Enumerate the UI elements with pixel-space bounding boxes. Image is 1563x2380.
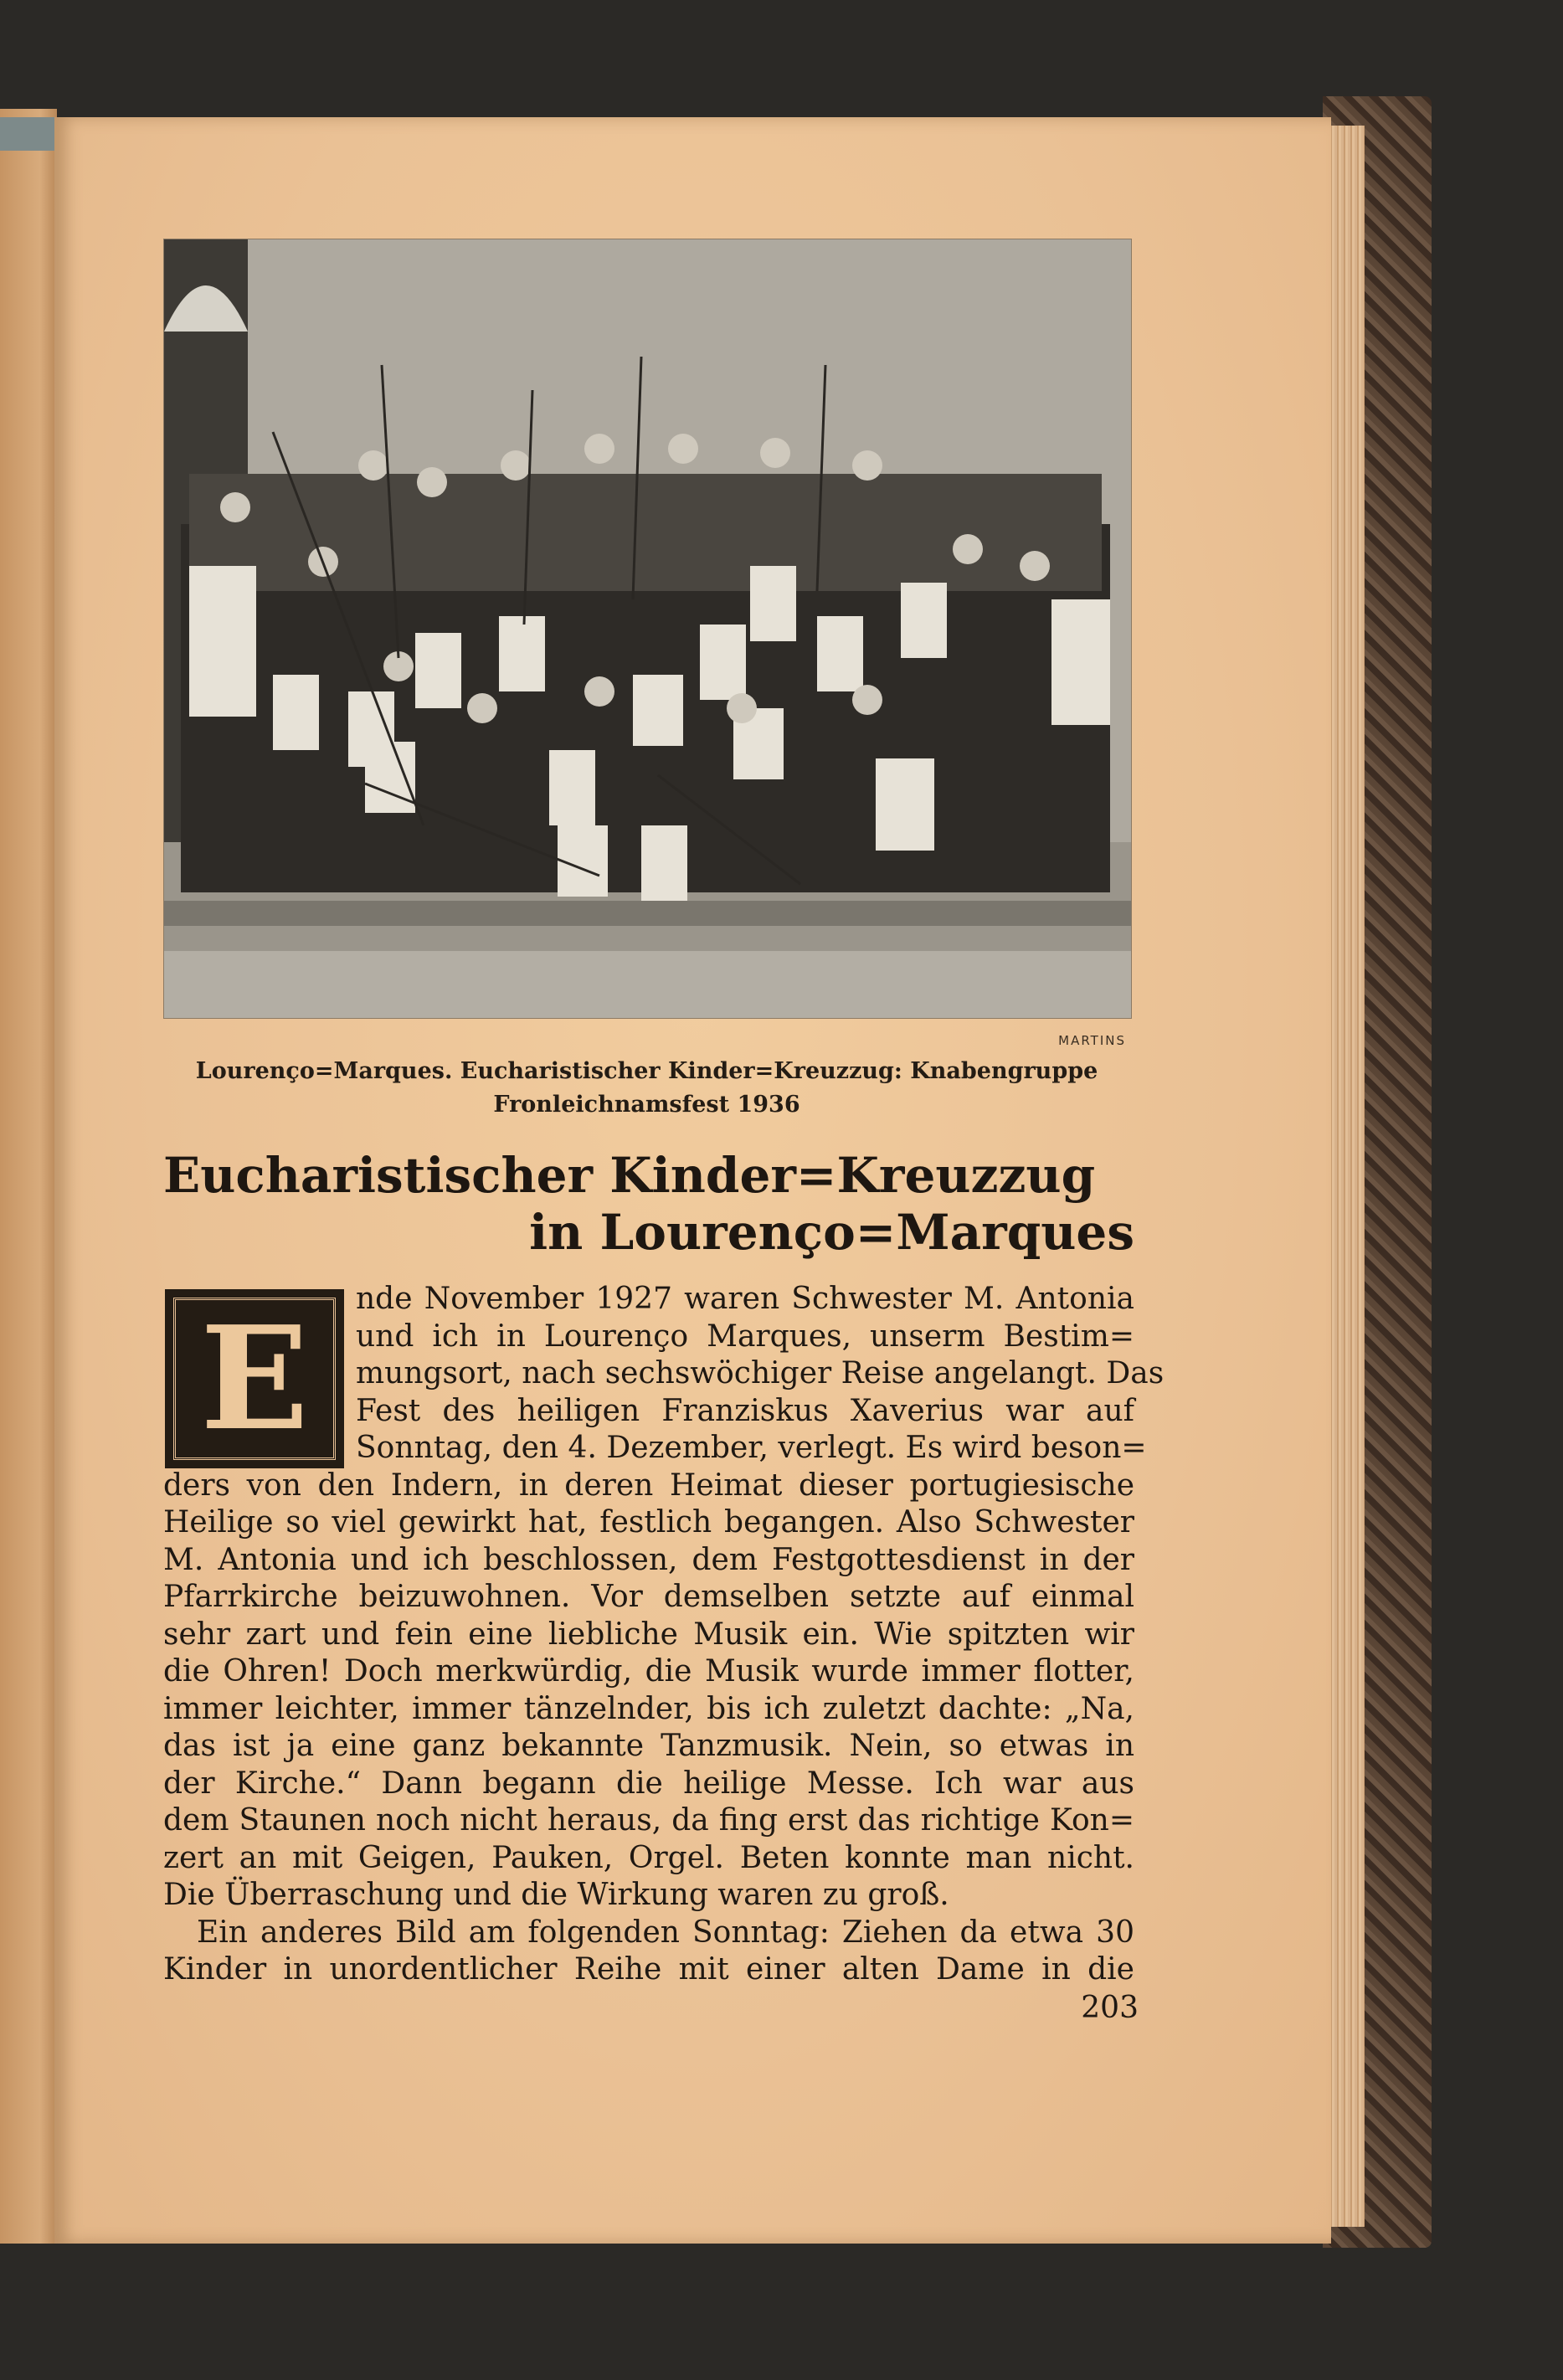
body-line: nde November 1927 waren Schwester M. Antonia bbox=[356, 1282, 1134, 1316]
body-line: Pfarrkirche beizuwohnen. Vor demselben setzte auf einmal bbox=[163, 1580, 1134, 1614]
body-line: mungsort, nach sechswöchiger Reise angelangt. Das bbox=[356, 1356, 1165, 1390]
body-line: und ich in Lourenço Marques, unserm Bestim= bbox=[356, 1319, 1134, 1354]
caption-line-1: Lourenço=Marques. Eucharistischer Kinder=Kreuzzug: Knabengruppe bbox=[195, 1058, 1098, 1084]
body-line: Heilige so viel gewirkt hat, festlich begangen. Also Schwester bbox=[163, 1505, 1134, 1540]
body-line: immer leichter, immer tänzelnder, bis ich zuletzt dachte: „Na, bbox=[163, 1691, 1134, 1726]
article-body bbox=[163, 1281, 1165, 1989]
body-line: Sonntag, den 4. Dezember, verlegt. Es wird beson= bbox=[356, 1431, 1147, 1465]
photo-caption bbox=[163, 1055, 1130, 1122]
initial-letter: E bbox=[200, 1295, 309, 1462]
body-line: das ist ja eine ganz bekannte Tanzmusik. Nein, so etwas in bbox=[163, 1729, 1134, 1763]
body-line: der Kirche.“ Dann begann die heilige Messe. Ich war aus bbox=[163, 1766, 1134, 1801]
body-line: Fest des heiligen Franziskus Xaverius war auf bbox=[356, 1393, 1134, 1428]
body-line: Kinder in unordentlicher Reihe mit einer alten Dame in die bbox=[163, 1952, 1134, 1987]
book-spine bbox=[0, 117, 59, 151]
body-line: zert an mit Geigen, Pauken, Orgel. Beten konnte man nicht. bbox=[163, 1840, 1134, 1875]
left-page-edge bbox=[0, 109, 57, 2244]
body-line: ders von den Indern, in deren Heimat dieser portugiesische bbox=[163, 1468, 1134, 1503]
group-photo bbox=[163, 239, 1132, 1019]
title-line-1: Eucharistischer Kinder=Kreuzzug bbox=[163, 1147, 1096, 1204]
body-line: Ein anderes Bild am folgenden Sonntag: Ziehen da etwa 30 bbox=[197, 1915, 1134, 1950]
body-line: Die Überraschung und die Wirkung waren zu groß. bbox=[163, 1878, 949, 1912]
body-line: dem Staunen noch nicht heraus, da fing erst das richtige Kon= bbox=[163, 1803, 1134, 1838]
body-line: M. Antonia und ich beschlossen, dem Festgottesdienst in der bbox=[163, 1542, 1134, 1577]
photo-credit: MARTINS bbox=[1058, 1033, 1126, 1048]
article-title bbox=[163, 1147, 1134, 1261]
page-number: 203 bbox=[1081, 1991, 1139, 2025]
body-line: die Ohren! Doch merkwürdig, die Musik wurde immer flotter, bbox=[163, 1654, 1134, 1689]
caption-line-2: Fronleichnamsfest 1936 bbox=[493, 1092, 800, 1118]
body-line: sehr zart und fein eine liebliche Musik ein. Wie spitzten wir bbox=[163, 1617, 1134, 1652]
title-line-2: in Lourenço=Marques bbox=[529, 1204, 1134, 1261]
